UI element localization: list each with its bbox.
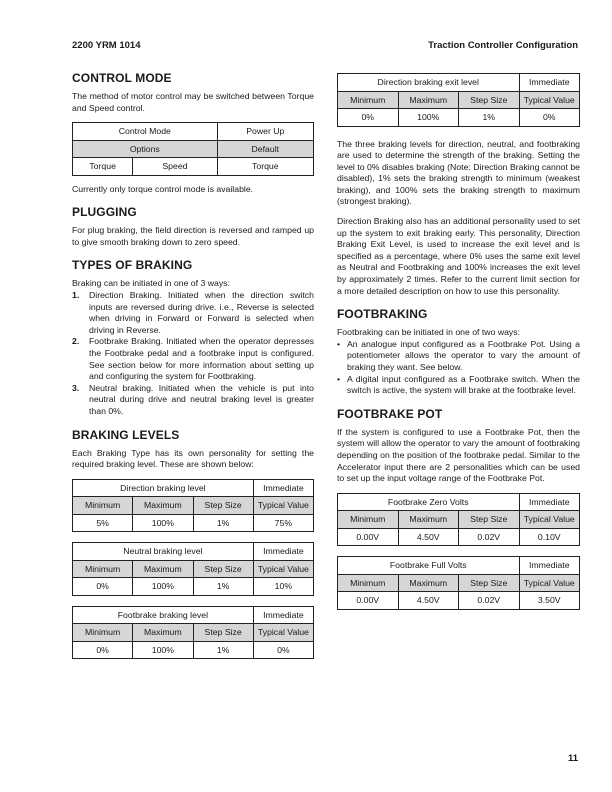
table-cell: 0%: [73, 641, 133, 659]
braking-levels-heading: BRAKING LEVELS: [72, 427, 180, 442]
footbrake-pot-text: If the system is configured to use a Footbrake Pot, then the system will allow the operator to vary the amount of footbraking depending on the position of the footbrake pedal. Similar to the Accelerator input there are 2 personalities which can be used to set up the input voltage range of the Footbrake Pot.: [337, 426, 580, 484]
table-header: Maximum: [133, 624, 193, 642]
control-mode-table: [72, 122, 314, 176]
table-title: Footbrake braking level: [73, 606, 254, 624]
braking-types-list: [72, 290, 314, 418]
table-cell: 0.02V: [459, 592, 520, 610]
header-document-id: 2200 YRM 1014: [72, 40, 141, 51]
table-title-right: Power Up: [217, 123, 313, 141]
table-title-right: Immediate: [519, 557, 580, 575]
table-cell: 100%: [133, 514, 193, 532]
footbrake-zero-volts-table: [337, 493, 580, 547]
table-cell: 100%: [398, 109, 459, 127]
table-cell: 1%: [193, 514, 253, 532]
table-header: Typical Value: [519, 511, 580, 529]
table-cell: 0.02V: [459, 528, 520, 546]
list-text: A digital input configured as a Footbrake switch. When the switch is active, the system will brake at the footbrake level.: [347, 373, 580, 396]
table-cell: 0%: [253, 641, 313, 659]
types-of-braking-intro: Braking can be initiated in one of 3 ways:: [72, 278, 230, 289]
table-cell: 4.50V: [398, 528, 459, 546]
table-header: Maximum: [133, 497, 193, 515]
list-text: Direction Braking. Initiated when the direction switch inputs are reversed during drive. i.e., Reverse is selected when driving in Forward or Forward is selected when driving in Reverse.: [89, 290, 314, 335]
list-item: [337, 374, 580, 397]
bullet-icon: •: [337, 373, 341, 384]
table-cell: 1%: [193, 578, 253, 596]
list-text: An analogue input configured as a Footbrake Pot. Using a potentiometer allows the operator to vary the amount of braking they want. See below.: [347, 338, 580, 372]
control-mode-intro: The method of motor control may be switched between Torque and Speed control.: [72, 91, 314, 113]
table-title-right: Immediate: [253, 479, 313, 497]
braking-levels-description: The three braking levels for direction, neutral, and footbraking are used to determine the strength of the braking. Setting the level to 0% disables braking (Note: Direction Braking cannot be disabled), 1% sets the braking strength to minimum (weakest braking), and 100% sets the braking strength to maximum (strongest braking).: [337, 138, 580, 207]
header-section-title: Traction Controller Configuration: [428, 40, 578, 51]
neutral-braking-level-table: [72, 542, 314, 596]
list-number: 3.: [72, 382, 80, 393]
table-header: Maximum: [398, 511, 459, 529]
table-cell: Torque: [217, 158, 313, 176]
table-title: Direction braking exit level: [338, 74, 520, 92]
list-text: Footbrake Braking. Initiated when the operator depresses the Footbrake pedal and a footbrake input is configured. See section below for more information about setting up and configuring the system for Footbraking.: [89, 336, 314, 382]
control-mode-heading: CONTROL MODE: [72, 71, 172, 85]
table-cell: 100%: [133, 578, 193, 596]
table-cell: 0%: [73, 578, 133, 596]
table-title: Direction braking level: [73, 479, 254, 497]
list-item: [72, 290, 314, 336]
list-item: [337, 339, 580, 374]
left-column: [72, 62, 314, 667]
braking-levels-intro: Each Braking Type has its own personality for setting the required braking level. These are shown below:: [72, 447, 314, 470]
table-title: Footbrake Zero Volts: [338, 493, 520, 511]
footbraking-intro: Footbraking can be initiated in one of two ways:: [337, 327, 521, 338]
table-header: Minimum: [338, 574, 399, 592]
table-cell: 0.00V: [338, 592, 399, 610]
table-title: Footbrake Full Volts: [338, 557, 520, 575]
table-title-right: Immediate: [253, 606, 313, 624]
table-cell: 0.10V: [519, 528, 580, 546]
table-header: Minimum: [73, 497, 133, 515]
table-header: Maximum: [398, 574, 459, 592]
table-header: Typical Value: [253, 624, 313, 642]
table-header: Maximum: [133, 560, 193, 578]
table-header: Default: [217, 140, 313, 158]
table-header: Step Size: [193, 560, 253, 578]
table-cell: 1%: [459, 109, 520, 127]
table-title: Neutral braking level: [73, 543, 254, 561]
direction-braking-level-table: [72, 479, 314, 533]
bullet-icon: •: [337, 338, 341, 349]
footbraking-list: [337, 339, 580, 397]
table-cell: 0%: [338, 109, 399, 127]
table-header: Typical Value: [253, 497, 313, 515]
table-cell: 100%: [133, 641, 193, 659]
list-number: 2.: [72, 336, 80, 347]
table-cell: 4.50V: [398, 592, 459, 610]
list-number: 1.: [72, 290, 80, 301]
table-header: Minimum: [338, 91, 399, 109]
table-header: Typical Value: [519, 91, 580, 109]
plugging-text: For plug braking, the field direction is reversed and ramped up to give smooth braking down to zero speed.: [72, 225, 314, 247]
table-header: Minimum: [73, 560, 133, 578]
table-header: Minimum: [338, 511, 399, 529]
table-cell: 3.50V: [519, 592, 580, 610]
footbrake-braking-level-table: [72, 606, 314, 660]
table-cell: 10%: [253, 578, 313, 596]
page-number: 11: [567, 753, 578, 764]
table-header: Step Size: [459, 91, 520, 109]
table-cell: 1%: [193, 641, 253, 659]
table-title: Control Mode: [73, 123, 218, 141]
table-cell: 5%: [73, 514, 133, 532]
footbrake-pot-heading: FOOTBRAKE POT: [337, 406, 443, 421]
table-cell: Torque: [73, 158, 133, 176]
table-header: Maximum: [398, 91, 459, 109]
table-cell: Speed: [133, 158, 217, 176]
table-header: Step Size: [193, 497, 253, 515]
table-header: Options: [73, 140, 218, 158]
types-of-braking-heading: TYPES OF BRAKING: [72, 258, 193, 273]
table-header: Minimum: [73, 624, 133, 642]
table-title-right: Immediate: [253, 543, 313, 561]
footbrake-full-volts-table: [337, 556, 580, 610]
table-header: Step Size: [459, 574, 520, 592]
list-item: [72, 383, 314, 418]
direction-braking-exit-level-table: [337, 73, 580, 127]
table-cell: 0.00V: [338, 528, 399, 546]
table-cell: 75%: [253, 514, 313, 532]
table-header: Typical Value: [519, 574, 580, 592]
list-item: [72, 336, 314, 382]
table-header: Step Size: [459, 511, 520, 529]
direction-braking-exit-description: Direction Braking also has an additional personality used to set up the system to exit braking early. This personality, Direction Braking Exit Level, is used to increase the exit level and is specified as a percentage, where 0% uses the same exit level as Neutral and Footbraking and 100% increases the exit level by approximately 2 times. Refer to the current limit section for a more detailed description on how to use this personality.: [337, 216, 580, 296]
table-title-right: Immediate: [519, 493, 580, 511]
list-text: Neutral braking. Initiated when the vehicle is put into neutral during drive and neutral braking level is greater than 0%.: [89, 382, 314, 416]
table-title-right: Immediate: [519, 74, 580, 92]
plugging-heading: PLUGGING: [72, 205, 137, 220]
table-header: Step Size: [193, 624, 253, 642]
table-header: Typical Value: [253, 560, 313, 578]
footbraking-heading: FOOTBRAKING: [337, 307, 428, 322]
table-cell: 0%: [519, 109, 580, 127]
control-mode-note: Currently only torque control mode is available.: [72, 183, 254, 194]
right-column: [337, 73, 580, 618]
